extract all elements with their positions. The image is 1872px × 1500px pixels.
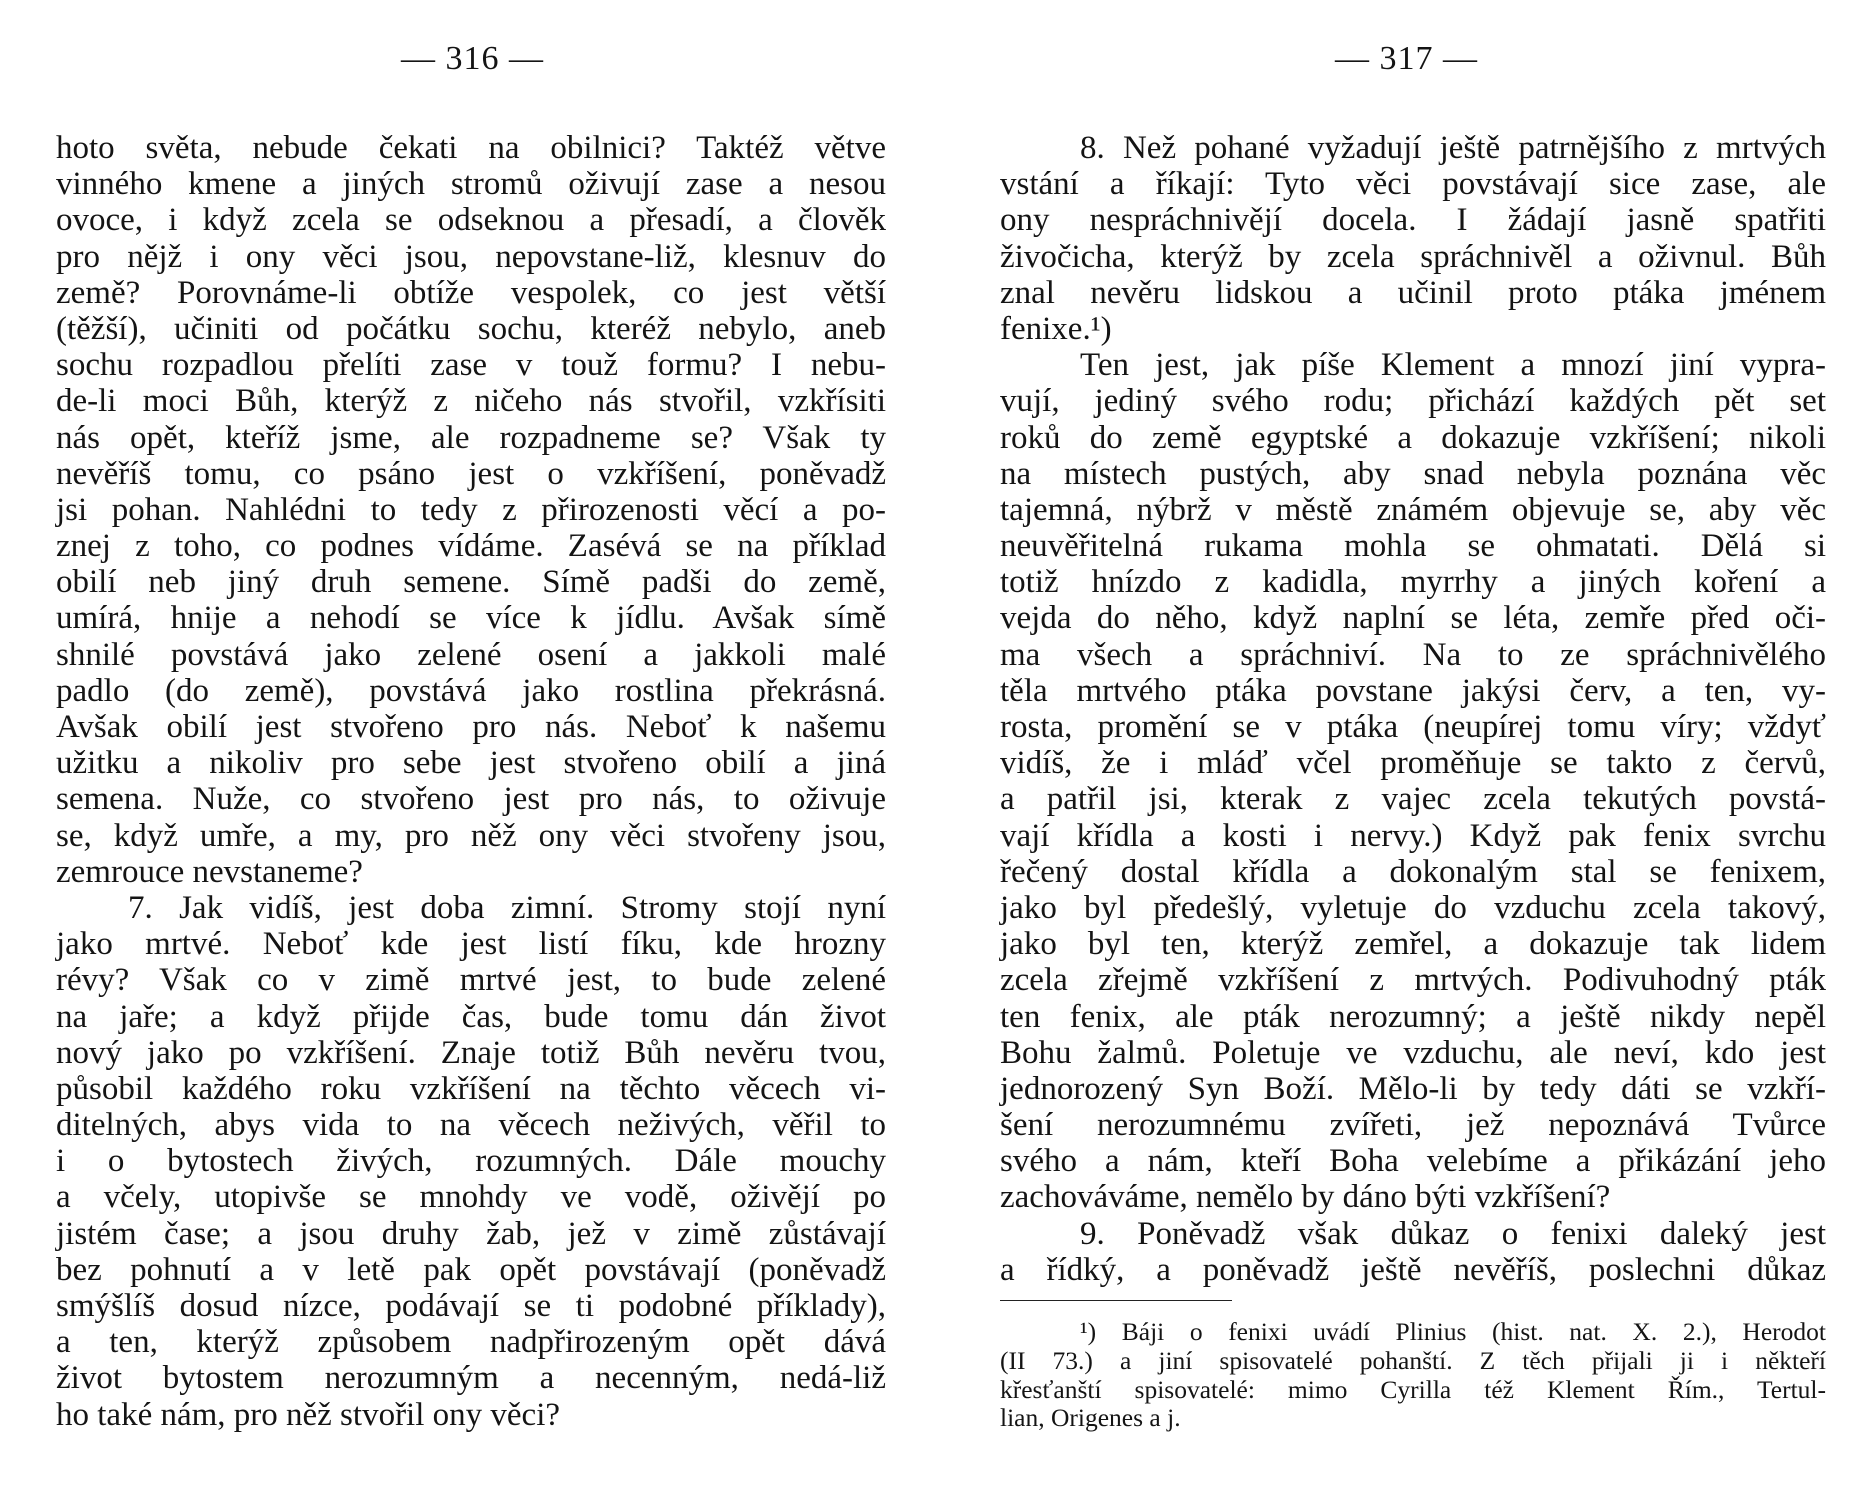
text-line: těla mrtvého ptáka povstane jakýsi červ, a ten, vy-	[1000, 672, 1826, 709]
text-line: a ten, kterýž způsobem nadpřirozeným opět dává	[56, 1324, 886, 1361]
text-line: nový jako po vzkříšení. Znaje totiž Bůh nevěru tvou,	[56, 1034, 886, 1071]
page-number: — 317 —	[1335, 40, 1478, 77]
text-line: na místech pustých, aby snad nebyla poznána věc	[1000, 455, 1826, 492]
text-line: znej z toho, co podnes vídáme. Zasévá se na příklad	[56, 528, 886, 565]
text-line: ten fenix, ale pták nerozumný; a ještě nikdy nepěl	[1000, 998, 1826, 1035]
text-line: působil každého roku vzkříšení na těchto věcech vi-	[56, 1070, 886, 1107]
text-line: řečený dostal křídla a dokonalým stal se fenixem,	[1000, 853, 1826, 890]
text-line: padlo (do země), povstává jako rostlina překrásná.	[56, 672, 886, 709]
text-line: na jaře; a když přijde čas, bude tomu dán život	[56, 998, 886, 1035]
text-line: zemrouce nevstaneme?	[56, 853, 363, 890]
text-line: smýšlíš dosud nízce, podávají se ti podobné příklady),	[56, 1288, 886, 1324]
text-line: tajemná, nýbrž v městě známém objevuje se, aby věc	[1000, 491, 1826, 528]
text-line: umírá, hnije a nehodí se více k jídlu. Avšak símě	[56, 600, 886, 637]
text-line: a řídký, a poněvadž ještě nevěříš, poslechni důkaz	[1000, 1251, 1826, 1288]
text-line: nás opět, kteříž jsme, ale rozpadneme se? Však ty	[56, 419, 886, 456]
text-line: pro nějž i ony věci jsou, nepovstane-liž, klesnuv do	[56, 238, 886, 275]
text-line: vejda do něho, když naplní se léta, zemře před oči-	[1000, 600, 1826, 637]
text-line: fenixe.¹)	[1000, 310, 1112, 347]
page-body	[1000, 130, 1826, 1288]
text-line: jsi pohan. Nahlédni to tedy z přirozenosti věcí a po-	[56, 491, 886, 528]
text-line: život bytostem nerozumným a necenným, nedá-liž	[56, 1360, 886, 1397]
text-line: užitku a nikoliv pro sebe jest stvořeno obilí a jiná	[56, 745, 886, 782]
text-line: vstání a říkají: Tyto věci povstávají sice zase, ale	[1000, 166, 1826, 203]
footnote-line: (II 73.) a jiní spisovatelé pohanští. Z těch přijali ji i někteří	[1000, 1345, 1826, 1375]
text-line: révy? Však co v zimě mrtvé jest, to bude zelené	[56, 962, 886, 999]
text-line: sochu rozpadlou přelíti zase v touž formu? I nebu-	[56, 347, 886, 384]
paragraph-start-line: 9. Poněvadž však důkaz o fenixi daleký jest	[1080, 1215, 1826, 1252]
footnote-line: ¹) Báji o fenixi uvádí Plinius (hist. nat. X. 2.), Herodot	[1080, 1317, 1826, 1346]
text-line: živočicha, kterýž by zcela spráchnivěl a oživnul. Bůh	[1000, 238, 1826, 275]
text-line: i o bytostech živých, rozumných. Dále mouchy	[56, 1143, 886, 1180]
text-line: ma všech a spráchniví. Na to ze spráchnivělého	[1000, 636, 1826, 673]
footnote	[1000, 1318, 1826, 1433]
paragraph-start-line: 8. Než pohané vyžadují ještě patrnějšího z mrtvých	[1080, 130, 1826, 166]
text-line: šení nerozumnému zvířeti, jež nepoznává Tvůrce	[1000, 1107, 1826, 1144]
text-line: zcela zřejmě vzkříšení z mrtvých. Podivuhodný pták	[1000, 962, 1826, 999]
text-line: vají křídla a kosti i nervy.) Když pak fenix svrchu	[1000, 817, 1826, 854]
text-line: jistém čase; a jsou druhy žab, jež v zimě zůstávají	[56, 1215, 886, 1252]
text-line: a včely, utopivše se mnohdy ve vodě, oživějí po	[56, 1179, 886, 1216]
text-line: hoto světa, nebude čekati na obilnici? Taktéž větve	[56, 130, 886, 166]
text-line: jednorozený Syn Boží. Mělo-li by tedy dáti se vzkří-	[1000, 1070, 1826, 1107]
text-line: (těžší), učiniti od počátku sochu, kteréž nebylo, aneb	[56, 310, 886, 347]
text-line: ovoce, i když zcela se odseknou a přesadí, a člověk	[56, 202, 886, 239]
text-line: semena. Nuže, co stvořeno jest pro nás, to oživuje	[56, 781, 886, 818]
text-line: vinného kmene a jiných stromů oživují zase a nesou	[56, 166, 886, 203]
page-body	[56, 130, 886, 1433]
text-line: shnilé povstává jako zelené osení a jakkoli malé	[56, 636, 886, 673]
text-line: jako byl předešlý, vyletuje do vzduchu zcela takový,	[1000, 889, 1826, 926]
text-line: ditelných, abys vida to na věcech neživých, věřil to	[56, 1107, 886, 1144]
text-line: obilí neb jiný druh semene. Símě padši do země,	[56, 564, 886, 601]
text-line: Avšak obilí jest stvořeno pro nás. Neboť k našemu	[56, 709, 886, 745]
text-line: bez pohnutí a v letě pak opět povstávají (poněvadž	[56, 1251, 886, 1288]
text-line: ony nespráchnivějí docela. I žádají jasně spatřiti	[1000, 202, 1826, 239]
text-line: neuvěřitelná rukama mohla se ohmatati. Dělá si	[1000, 528, 1826, 565]
text-line: vují, jediný svého rodu; přichází každých pět set	[1000, 383, 1826, 420]
text-line: znal nevěru lidskou a učinil proto ptáka jménem	[1000, 274, 1826, 311]
paragraph-start-line: 7. Jak vidíš, jest doba zimní. Stromy stojí nyní	[128, 889, 886, 926]
text-line: svého a nám, kteří Boha velebíme a přikázání jeho	[1000, 1143, 1826, 1180]
text-line: jako mrtvé. Neboť kde jest listí fíku, kde hrozny	[56, 926, 886, 963]
text-line: ho také nám, pro něž stvořil ony věci?	[56, 1396, 561, 1433]
text-line: vidíš, že i mláď včel proměňuje se takto z červů,	[1000, 745, 1826, 782]
text-line: de-li moci Bůh, kterýž z ničeho nás stvořil, vzkřísiti	[56, 383, 886, 420]
text-line: jako byl ten, kterýž zemřel, a dokazuje tak lidem	[1000, 926, 1826, 963]
footnote-line: lian, Origenes a j.	[1000, 1403, 1181, 1433]
text-line: země? Porovnáme-li obtíže vespolek, co jest větší	[56, 274, 886, 311]
text-line: totiž hnízdo z kadidla, myrrhy a jiných koření a	[1000, 564, 1826, 601]
footnote-line: křesťanští spisovatelé: mimo Cyrilla též Klement Řím., Tertul-	[1000, 1374, 1826, 1404]
text-line: zachováváme, nemělo by dáno býti vzkříšení?	[1000, 1179, 1611, 1216]
paragraph-start-line: Ten jest, jak píše Klement a mnozí jiní vypra-	[1080, 347, 1826, 384]
footnote-divider	[1000, 1300, 1232, 1301]
text-line: nevěříš tomu, co psáno jest o vzkříšení, poněvadž	[56, 455, 886, 492]
text-line: roků do země egyptské a dokazuje vzkříšení; nikoli	[1000, 419, 1826, 456]
text-line: a patřil jsi, kterak z vajec zcela tekutých povstá-	[1000, 781, 1826, 818]
page-number: — 316 —	[401, 40, 544, 77]
text-line: se, když umře, a my, pro něž ony věci stvořeny jsou,	[56, 817, 886, 854]
text-line: rosta, promění se v ptáka (neupírej tomu víry; vždyť	[1000, 709, 1826, 745]
text-line: Bohu žalmů. Poletuje ve vzduchu, ale neví, kdo jest	[1000, 1034, 1826, 1071]
